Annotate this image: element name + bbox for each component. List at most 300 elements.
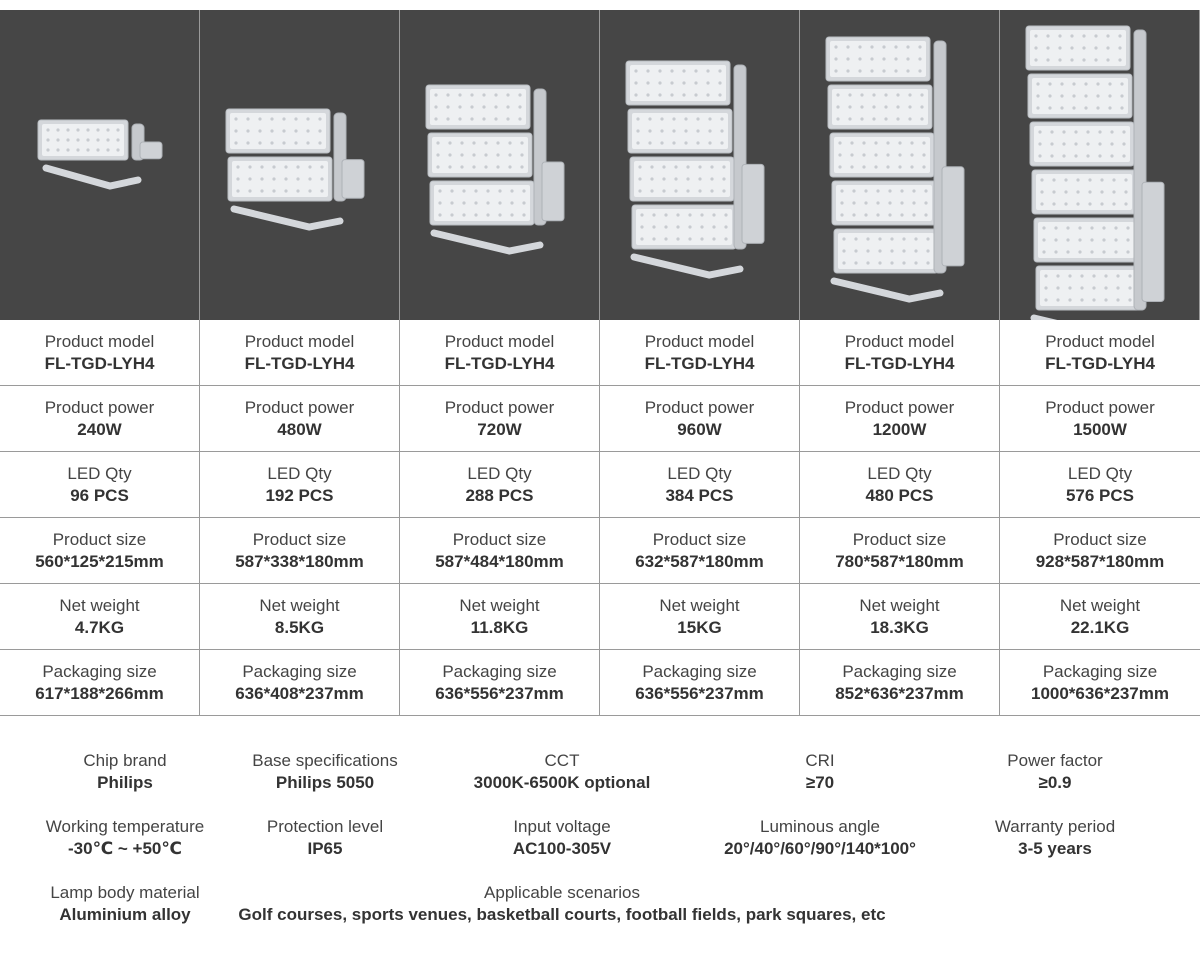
- led-dot: [494, 117, 497, 120]
- led-dot: [282, 117, 285, 120]
- led-dot: [688, 237, 691, 240]
- led-dot: [640, 225, 643, 228]
- cell-label: Net weight: [1059, 595, 1141, 615]
- led-dot: [522, 189, 525, 192]
- spec-label: CCT: [544, 751, 580, 770]
- led-dot: [1110, 130, 1113, 133]
- led-dot: [1066, 226, 1069, 229]
- led-dot: [836, 93, 839, 96]
- led-dot: [248, 165, 251, 168]
- led-dot: [76, 128, 79, 131]
- led-dot: [888, 213, 891, 216]
- led-dot: [1076, 202, 1079, 205]
- cell-packaging: [1000, 650, 1200, 716]
- led-dot: [450, 201, 453, 204]
- led-dot: [446, 93, 449, 96]
- led-dot: [646, 81, 649, 84]
- led-dot: [862, 165, 865, 168]
- led-dot: [710, 165, 713, 168]
- led-dot: [296, 177, 299, 180]
- spec-label: Lamp body material: [50, 883, 200, 902]
- led-dot: [1034, 58, 1037, 61]
- led-dot: [1036, 94, 1039, 97]
- led-dot: [696, 141, 699, 144]
- led-panel: [42, 124, 124, 156]
- led-panel: [636, 209, 732, 245]
- led-dot: [686, 165, 689, 168]
- cell-value: 1200W: [872, 419, 927, 439]
- led-dot: [698, 189, 701, 192]
- led-dot: [1084, 94, 1087, 97]
- led-dot: [1100, 202, 1103, 205]
- led-dot: [1074, 154, 1077, 157]
- cell-value: 587*484*180mm: [435, 551, 564, 571]
- cell-model: [200, 320, 400, 386]
- led-panel: [1036, 174, 1132, 210]
- cell-label: Product model: [44, 331, 155, 351]
- cell-label: LED Qty: [467, 463, 532, 483]
- led-dot: [320, 189, 323, 192]
- led-dot: [854, 261, 857, 264]
- led-dot: [1098, 130, 1101, 133]
- led-dot: [1044, 298, 1047, 301]
- cell-led-qty: [800, 452, 1000, 518]
- led-dot: [918, 45, 921, 48]
- led-dot: [46, 138, 49, 141]
- led-dot: [66, 138, 69, 141]
- led-dot: [270, 129, 273, 132]
- cell-value: 617*188*266mm: [35, 683, 164, 703]
- led-panel: [830, 41, 926, 77]
- led-dot: [272, 165, 275, 168]
- led-dot: [460, 141, 463, 144]
- led-dot: [854, 249, 857, 252]
- led-dot: [294, 129, 297, 132]
- led-dot: [494, 93, 497, 96]
- led-dot: [910, 153, 913, 156]
- led-dot: [874, 165, 877, 168]
- led-dot: [650, 165, 653, 168]
- led-dot: [842, 237, 845, 240]
- led-dot: [876, 201, 879, 204]
- led-dot: [706, 69, 709, 72]
- led-dot: [920, 93, 923, 96]
- led-dot: [1050, 142, 1053, 145]
- led-dot: [320, 177, 323, 180]
- cell-value: 480 PCS: [865, 485, 934, 505]
- spec-value: AC100-305V: [512, 839, 612, 858]
- spec-protection: [235, 816, 415, 860]
- led-dot: [522, 213, 525, 216]
- led-dot: [272, 189, 275, 192]
- led-dot: [658, 69, 661, 72]
- led-dot: [1088, 190, 1091, 193]
- led-dot: [634, 93, 637, 96]
- spec-value: Aluminium alloy: [59, 905, 191, 924]
- led-dot: [910, 165, 913, 168]
- led-dot: [508, 153, 511, 156]
- led-dot: [258, 117, 261, 120]
- led-dot: [458, 93, 461, 96]
- led-dot: [1046, 58, 1049, 61]
- led-dot: [1094, 58, 1097, 61]
- led-dot: [1106, 58, 1109, 61]
- led-dot: [840, 213, 843, 216]
- led-dot: [1052, 190, 1055, 193]
- led-dot: [260, 165, 263, 168]
- cell-value: 480W: [277, 419, 322, 439]
- led-dot: [308, 165, 311, 168]
- led-dot: [306, 129, 309, 132]
- led-dot: [498, 201, 501, 204]
- led-dot: [650, 189, 653, 192]
- floodlight-image: [800, 10, 1000, 320]
- led-dot: [494, 105, 497, 108]
- led-dot: [1108, 106, 1111, 109]
- led-dot: [496, 153, 499, 156]
- led-dot: [66, 148, 69, 151]
- led-dot: [886, 165, 889, 168]
- led-dot: [1094, 34, 1097, 37]
- cell-label: Packaging size: [642, 661, 757, 681]
- cell-label: Product model: [1045, 331, 1155, 351]
- led-dot: [1036, 106, 1039, 109]
- spec-cct: [452, 750, 672, 794]
- cell-label: Net weight: [859, 595, 940, 615]
- led-dot: [840, 189, 843, 192]
- led-dot: [878, 249, 881, 252]
- cell-size: [0, 518, 200, 584]
- led-dot: [1114, 238, 1117, 241]
- led-dot: [906, 45, 909, 48]
- cell-label: LED Qty: [67, 463, 132, 483]
- led-dot: [248, 189, 251, 192]
- led-dot: [706, 93, 709, 96]
- led-dot: [882, 57, 885, 60]
- led-dot: [318, 117, 321, 120]
- led-dot: [640, 237, 643, 240]
- led-dot: [846, 57, 849, 60]
- led-dot: [686, 189, 689, 192]
- led-dot: [1118, 58, 1121, 61]
- led-dot: [1060, 94, 1063, 97]
- led-dot: [652, 237, 655, 240]
- led-dot: [884, 93, 887, 96]
- led-dot: [864, 201, 867, 204]
- led-dot: [86, 128, 89, 131]
- led-dot: [638, 177, 641, 180]
- led-dot: [908, 105, 911, 108]
- led-dot: [460, 165, 463, 168]
- spec-label: Luminous angle: [759, 817, 881, 836]
- led-dot: [450, 213, 453, 216]
- led-dot: [482, 93, 485, 96]
- led-dot: [1104, 274, 1107, 277]
- led-dot: [1116, 298, 1119, 301]
- led-dot: [1048, 94, 1051, 97]
- cell-label: Net weight: [59, 595, 140, 615]
- led-dot: [864, 213, 867, 216]
- spec-label: Input voltage: [513, 817, 611, 836]
- led-dot: [638, 189, 641, 192]
- led-dot: [862, 141, 865, 144]
- cell-packaging: [0, 650, 200, 716]
- led-dot: [848, 93, 851, 96]
- led-dot: [116, 128, 119, 131]
- led-dot: [688, 225, 691, 228]
- led-dot: [518, 117, 521, 120]
- led-dot: [676, 213, 679, 216]
- led-dot: [1064, 202, 1067, 205]
- led-dot: [858, 45, 861, 48]
- led-panel: [432, 137, 528, 173]
- cell-value: 1000*636*237mm: [1030, 683, 1169, 703]
- led-dot: [1074, 130, 1077, 133]
- cell-power: [800, 386, 1000, 452]
- cell-power: [400, 386, 600, 452]
- led-dot: [96, 128, 99, 131]
- led-dot: [924, 213, 927, 216]
- led-dot: [698, 177, 701, 180]
- led-dot: [860, 105, 863, 108]
- led-panel: [630, 65, 726, 101]
- led-dot: [670, 93, 673, 96]
- led-dot: [518, 105, 521, 108]
- led-dot: [1058, 34, 1061, 37]
- led-dot: [1112, 202, 1115, 205]
- led-dot: [634, 81, 637, 84]
- led-dot: [446, 117, 449, 120]
- led-dot: [1104, 298, 1107, 301]
- led-dot: [484, 165, 487, 168]
- led-dot: [674, 165, 677, 168]
- led-dot: [46, 148, 49, 151]
- cell-value: 576 PCS: [1065, 485, 1135, 505]
- led-dot: [878, 261, 881, 264]
- cell-model: [400, 320, 600, 386]
- led-dot: [850, 153, 853, 156]
- led-dot: [448, 141, 451, 144]
- led-dot: [718, 93, 721, 96]
- led-dot: [722, 177, 725, 180]
- led-dot: [866, 237, 869, 240]
- led-dot: [234, 117, 237, 120]
- bracket-shape: [634, 257, 740, 275]
- spec-value: ≥70: [805, 773, 835, 792]
- led-panel: [434, 185, 530, 221]
- led-dot: [860, 117, 863, 120]
- led-dot: [1066, 238, 1069, 241]
- spec-value: Golf courses, sports venues, basketball courts, football fields, park squares, etc: [238, 905, 886, 924]
- led-dot: [1040, 190, 1043, 193]
- led-dot: [1040, 202, 1043, 205]
- led-dot: [1044, 274, 1047, 277]
- led-dot: [912, 189, 915, 192]
- led-dot: [472, 165, 475, 168]
- cell-label: Packaging size: [442, 661, 557, 681]
- bracket-shape: [46, 168, 138, 186]
- led-dot: [720, 117, 723, 120]
- led-dot: [1072, 82, 1075, 85]
- led-dot: [282, 129, 285, 132]
- led-dot: [650, 177, 653, 180]
- led-dot: [1078, 226, 1081, 229]
- led-dot: [896, 105, 899, 108]
- led-dot: [1096, 82, 1099, 85]
- led-dot: [106, 148, 109, 151]
- led-dot: [846, 69, 849, 72]
- cell-value: 22.1KG: [1070, 617, 1130, 637]
- led-dot: [664, 225, 667, 228]
- led-dot: [86, 138, 89, 141]
- led-dot: [718, 69, 721, 72]
- led-dot: [922, 165, 925, 168]
- cell-label: Net weight: [659, 595, 740, 615]
- led-dot: [1042, 238, 1045, 241]
- spec-label: Power factor: [1007, 751, 1103, 770]
- led-dot: [918, 57, 921, 60]
- led-dot: [924, 201, 927, 204]
- led-dot: [1124, 202, 1127, 205]
- led-dot: [682, 81, 685, 84]
- led-dot: [1052, 178, 1055, 181]
- led-dot: [470, 105, 473, 108]
- cell-value: 8.5KG: [274, 617, 325, 637]
- led-dot: [450, 189, 453, 192]
- led-dot: [646, 69, 649, 72]
- cell-power: [0, 386, 200, 452]
- cell-packaging: [200, 650, 400, 716]
- led-dot: [1112, 190, 1115, 193]
- cell-label: Product size: [452, 529, 547, 549]
- led-dot: [448, 165, 451, 168]
- led-dot: [1078, 250, 1081, 253]
- led-dot: [1124, 178, 1127, 181]
- led-dot: [496, 141, 499, 144]
- led-dot: [658, 81, 661, 84]
- led-dot: [918, 69, 921, 72]
- led-dot: [1064, 190, 1067, 193]
- led-dot: [1122, 154, 1125, 157]
- led-dot: [116, 138, 119, 141]
- led-dot: [684, 117, 687, 120]
- led-dot: [458, 105, 461, 108]
- led-dot: [318, 129, 321, 132]
- led-panel: [232, 161, 328, 197]
- cell-value: 720W: [477, 419, 522, 439]
- led-dot: [1108, 82, 1111, 85]
- led-dot: [900, 201, 903, 204]
- mount-plate: [342, 160, 364, 199]
- led-dot: [308, 189, 311, 192]
- led-dot: [646, 93, 649, 96]
- led-dot: [684, 129, 687, 132]
- product-image-3: [400, 10, 600, 320]
- led-dot: [496, 165, 499, 168]
- led-dot: [722, 165, 725, 168]
- cell-model: [0, 320, 200, 386]
- cell-weight: [0, 584, 200, 650]
- led-panel: [834, 137, 930, 173]
- cell-label: Product model: [644, 331, 755, 351]
- cell-weight: [1000, 584, 1200, 650]
- cell-label: Packaging size: [42, 661, 157, 681]
- led-dot: [1106, 46, 1109, 49]
- led-dot: [700, 225, 703, 228]
- cell-led-qty: [0, 452, 200, 518]
- product-image-5: [800, 10, 1000, 320]
- led-dot: [96, 138, 99, 141]
- led-dot: [710, 189, 713, 192]
- led-dot: [1056, 286, 1059, 289]
- led-dot: [1084, 106, 1087, 109]
- led-dot: [106, 128, 109, 131]
- led-dot: [1038, 130, 1041, 133]
- led-dot: [434, 105, 437, 108]
- led-dot: [510, 201, 513, 204]
- led-dot: [1068, 286, 1071, 289]
- led-dot: [848, 117, 851, 120]
- led-dot: [1040, 178, 1043, 181]
- led-dot: [1098, 142, 1101, 145]
- cell-value: FL-TGD-LYH4: [644, 353, 755, 373]
- led-dot: [850, 165, 853, 168]
- led-dot: [1110, 154, 1113, 157]
- led-dot: [484, 153, 487, 156]
- led-dot: [920, 105, 923, 108]
- cell-model: [600, 320, 800, 386]
- led-dot: [890, 237, 893, 240]
- cell-label: Product model: [244, 331, 355, 351]
- spec-scenarios: [212, 882, 912, 926]
- led-dot: [906, 69, 909, 72]
- bracket-shape: [434, 233, 540, 251]
- spec-input-voltage: [462, 816, 662, 860]
- led-dot: [884, 117, 887, 120]
- led-dot: [284, 177, 287, 180]
- spec-label: Chip brand: [83, 751, 167, 770]
- led-dot: [706, 81, 709, 84]
- led-dot: [236, 189, 239, 192]
- cell-label: Packaging size: [1042, 661, 1158, 681]
- spec-chip-brand: [40, 750, 210, 794]
- cell-value: FL-TGD-LYH4: [44, 353, 155, 373]
- led-dot: [860, 93, 863, 96]
- cell-label: LED Qty: [867, 463, 932, 483]
- led-dot: [922, 153, 925, 156]
- led-dot: [900, 189, 903, 192]
- led-dot: [882, 45, 885, 48]
- cell-value: FL-TGD-LYH4: [444, 353, 555, 373]
- cell-weight: [600, 584, 800, 650]
- led-dot: [1062, 154, 1065, 157]
- led-dot: [1082, 34, 1085, 37]
- led-dot: [458, 117, 461, 120]
- led-dot: [662, 177, 665, 180]
- led-dot: [306, 141, 309, 144]
- led-dot: [872, 105, 875, 108]
- led-dot: [648, 129, 651, 132]
- led-dot: [682, 69, 685, 72]
- spec-value: IP65: [307, 839, 343, 858]
- led-dot: [1038, 142, 1041, 145]
- led-dot: [506, 105, 509, 108]
- led-dot: [1120, 106, 1123, 109]
- led-dot: [520, 165, 523, 168]
- led-dot: [306, 117, 309, 120]
- common-specs: [0, 750, 1200, 960]
- led-dot: [684, 141, 687, 144]
